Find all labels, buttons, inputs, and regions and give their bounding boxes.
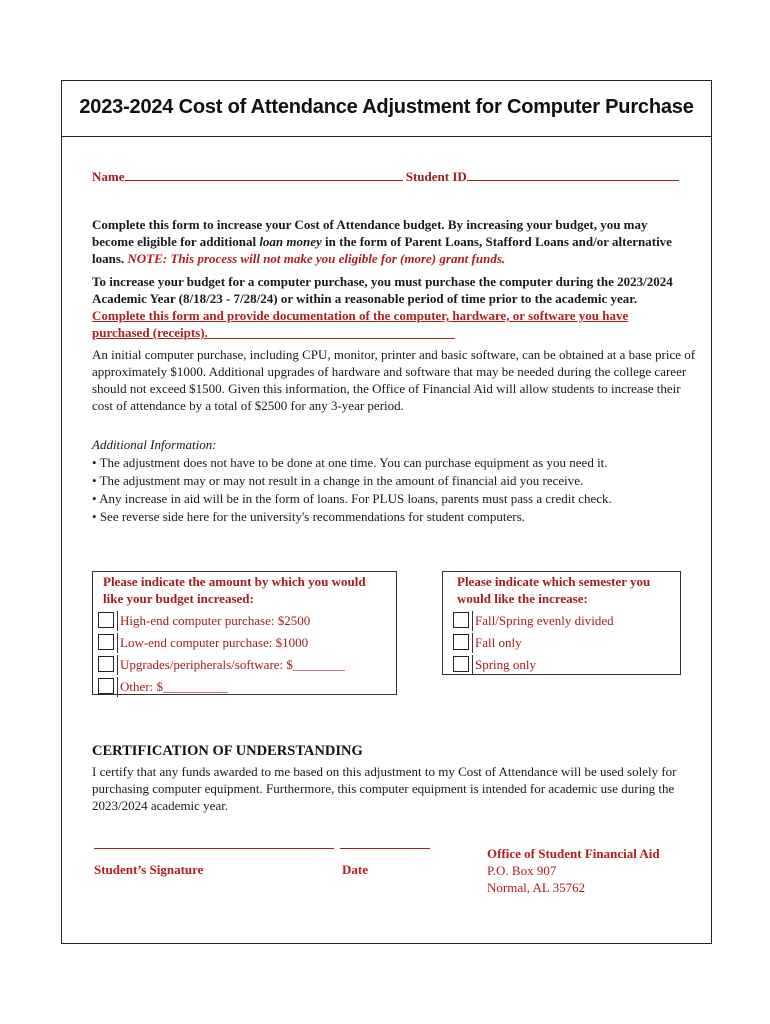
bullet-text: The adjustment may or may not result in a change in the amount of financial aid you receive.: [99, 473, 584, 488]
bullet-item: [92, 508, 612, 526]
form-frame: [61, 80, 712, 944]
option-label: Other: $__________: [117, 677, 228, 697]
checkbox[interactable]: [453, 612, 469, 628]
intro-paragraph-1: [92, 216, 682, 267]
certification-text: I certify that any funds awarded to me based on this adjustment to my Cost of Attendance will be used solely for purchasing computer equipment. Furthermore, this computer equipment is intended for academic use during the 2023/2024 academic year.: [92, 764, 677, 813]
option-fall-spring[interactable]: [453, 610, 614, 630]
bullet-icon: •: [92, 455, 97, 470]
documentation-underline: [208, 325, 455, 340]
office-name: Office of Student Financial Aid: [487, 846, 660, 861]
checkbox[interactable]: [453, 656, 469, 672]
office-address: [487, 845, 660, 896]
intro-p1-text-b: in the form of Parent Loans, Stafford Loans and/or alternative loans.: [92, 234, 672, 266]
option-other[interactable]: [98, 676, 228, 696]
bullet-text: Any increase in aid will be in the form of loans. For PLUS loans, parents must pass a credit check.: [99, 491, 612, 506]
bullet-text: The adjustment does not have to be done at one time. You can purchase equipment as you need it.: [99, 455, 608, 470]
name-field[interactable]: [125, 169, 403, 181]
office-city: Normal, AL 35762: [487, 880, 586, 895]
option-label: Upgrades/peripherals/software: $________: [117, 655, 345, 675]
signature-line[interactable]: [94, 848, 334, 849]
name-label: Name: [92, 169, 125, 184]
option-label: Low-end computer purchase: $1000: [117, 633, 308, 653]
option-low-end[interactable]: [98, 632, 308, 652]
certification-heading: CERTIFICATION OF UNDERSTANDING: [92, 743, 363, 759]
bullet-icon: •: [92, 473, 97, 488]
option-upgrades[interactable]: [98, 654, 345, 674]
bullet-item: [92, 472, 612, 490]
bullet-item: [92, 490, 612, 508]
amount-box: [92, 571, 397, 695]
grant-note: NOTE: This process will not make you eligible for (more) grant funds.: [127, 251, 506, 266]
option-label: High-end computer purchase: $2500: [117, 611, 310, 631]
signature-label: Student’s Signature: [94, 862, 204, 877]
bullet-icon: •: [92, 491, 97, 506]
bullet-icon: •: [92, 509, 97, 524]
name-id-row: [92, 169, 679, 185]
page-title: 2023-2024 Cost of Attendance Adjustment for Computer Purchase: [79, 96, 694, 118]
semester-box-heading: Please indicate which semester you would like the increase:: [457, 574, 651, 606]
intro-p2-text: To increase your budget for a computer purchase, you must purchase the computer during the 2023/2024 Academic Year (8/18/23 - 7/28/24) or within a reasonable period of time prior to the academic year.: [92, 274, 673, 306]
additional-info: [92, 436, 612, 526]
semester-box: [442, 571, 681, 675]
bullet-item: [92, 454, 612, 472]
intro-p1-text: Complete this form to increase your Cost of Attendance budget. By increasing your budget, you may become eligible for additional: [92, 217, 648, 249]
checkbox[interactable]: [98, 656, 114, 672]
bullet-text: See reverse side here for the university's recommendations for student computers.: [99, 509, 525, 524]
option-high-end[interactable]: [98, 610, 310, 630]
checkbox[interactable]: [453, 634, 469, 650]
date-line[interactable]: [340, 848, 430, 849]
student-id-field[interactable]: [467, 169, 679, 181]
option-label: Spring only: [472, 655, 536, 675]
option-label: Fall only: [472, 633, 522, 653]
intro-paragraph-2: [92, 273, 682, 341]
option-label: Fall/Spring evenly divided: [472, 611, 614, 631]
student-id-label: Student ID: [405, 169, 467, 184]
checkbox[interactable]: [98, 634, 114, 650]
additional-info-heading: Additional Information:: [92, 437, 217, 452]
documentation-instruction: Complete this form and provide documentation of the computer, hardware, or software you have purchased (receipts).: [92, 308, 629, 340]
amount-box-heading: Please indicate the amount by which you would like your budget increased:: [103, 574, 366, 606]
checkbox[interactable]: [98, 612, 114, 628]
office-box: P.O. Box 907: [487, 863, 557, 878]
checkbox[interactable]: [98, 678, 114, 694]
title-bar: [62, 81, 711, 137]
option-spring-only[interactable]: [453, 654, 536, 674]
intro-paragraph-3: An initial computer purchase, including CPU, monitor, printer and basic software, can be obtained at a base price of approximately $1000. Additional upgrades of hardware and software that may be needed during the college career should not exceed $1500. Given this information, the Office of Financial Aid will allow students to increase their cost of attendance by a total of $2500 for any 3-year period.: [92, 347, 696, 413]
option-fall-only[interactable]: [453, 632, 522, 652]
intro-p1-italic: loan money: [259, 234, 322, 249]
date-label: Date: [342, 862, 368, 877]
